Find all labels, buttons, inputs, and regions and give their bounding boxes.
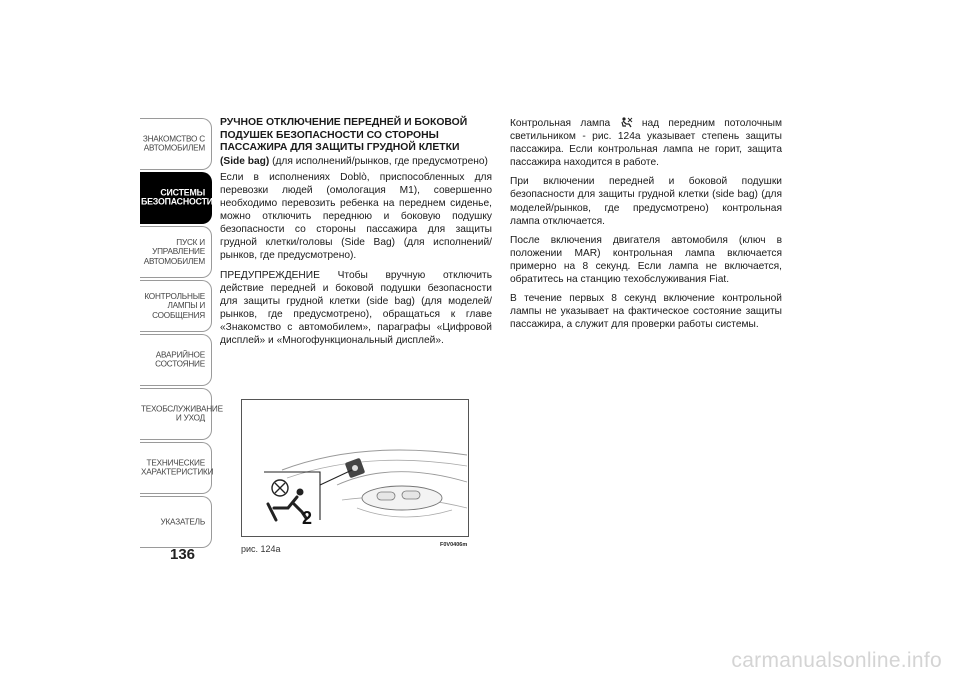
warning-paragraph: ПРЕДУПРЕЖДЕНИЕ Чтобы вручную отключить действие передней и боковой подушки безопасности для защиты грудной клетки (side bag) (для моделей/рынков, где предусмотрено), обращаться к главе «Знакомство с автомобилем», параграфы «Цифровой дисплей» и «Многофункциональный дисплей». <box>220 269 492 346</box>
tab-index[interactable] <box>140 496 212 548</box>
right-column <box>510 117 782 337</box>
tab-label: ЗНАКОМСТВО С АВТОМОБИЛЕМ <box>142 134 205 153</box>
paragraph <box>510 117 782 169</box>
airbag-off-icon <box>620 117 633 128</box>
tab-warning-lights[interactable] <box>140 280 212 332</box>
tab-label: УКАЗАТЕЛЬ <box>160 517 205 527</box>
tab-maintenance[interactable] <box>140 388 223 440</box>
tab-label: КОНТРОЛЬНЫЕ ЛАМПЫ И СООБЩЕНИЯ <box>144 291 205 320</box>
side-bag-label: (Side bag) <box>220 155 270 167</box>
tab-label: СИСТЕМЫ БЕЗОПАСНОСТИ <box>141 187 213 207</box>
tab-label: ТЕХНИЧЕСКИЕ ХАРАКТЕРИСТИКИ <box>141 458 214 477</box>
market-note: (для исполнений/рынков, где предусмотрено) <box>269 155 488 167</box>
paragraph: После включения двигателя автомобиля (ключ в положении MAR) контрольная лампа включается примерно на 8 секунд. Если лампа не включается, обратитесь на станцию техобслуживания Fiat. <box>510 234 782 286</box>
paragraph-text: Контрольная лампа <box>510 118 620 129</box>
watermark: carmanualsonline.info <box>731 649 942 672</box>
paragraph: Если в исполнениях Doblò, приспособленных для перевозки людей (омологация M1), совершенно необходимо перевозить ребенка на переднем сиденье, можно отключить переднюю и боковую подушку безопасности со стороны пассажира для защиты грудной клетки/головы (Side Bag) (для исполнений/рынков, где предусмотрено). <box>220 171 492 262</box>
tab-label: ПУСК И УПРАВЛЕНИЕ АВТОМОБИЛЕМ <box>143 237 205 266</box>
left-column <box>220 117 492 353</box>
tab-emergency[interactable] <box>140 334 212 386</box>
tab-specifications[interactable] <box>140 442 212 494</box>
figure-code: F0V0406m <box>440 542 468 548</box>
section-heading-note <box>220 155 492 168</box>
paragraph: При включении передней и боковой подушки безопасности для защиты грудной клетки (side bag) (для моделей/рынков, где предусмотрено) контрольная лампа отключается. <box>510 176 782 227</box>
tab-safety-systems[interactable] <box>140 172 212 224</box>
figure-caption: рис. 124a <box>241 544 281 554</box>
tab-starting-driving[interactable] <box>140 226 212 278</box>
overhead-console-illustration <box>242 400 468 536</box>
figure-124a <box>241 399 469 537</box>
tab-label: ТЕХОБСЛУЖИВАНИЕ И УХОД <box>141 404 223 423</box>
paragraph: В течение первых 8 секунд включение контрольной лампы не указывает на фактическое состояние защиты пассажира, а служит для проверки работы системы. <box>510 293 782 331</box>
paragraph-text: над передним потолочным светильником - рис. 124a указывает степень защиты пассажира. Если контрольная лампа не горит, защита пассажира находится в работе. <box>510 118 782 169</box>
page-number: 136 <box>170 546 196 563</box>
tab-introduction[interactable] <box>140 118 212 170</box>
section-heading: РУЧНОЕ ОТКЛЮЧЕНИЕ ПЕРЕДНЕЙ И БОКОВОЙ ПОДУШЕК БЕЗОПАСНОСТИ СО СТОРОНЫ ПАССАЖИРА ДЛЯ ЗАЩИТЫ ГРУДНОЙ КЛЕТКИ <box>220 117 468 154</box>
callout-number: 2 <box>302 508 313 528</box>
tab-label: АВАРИЙНОЕ СОСТОЯНИЕ <box>155 350 205 369</box>
